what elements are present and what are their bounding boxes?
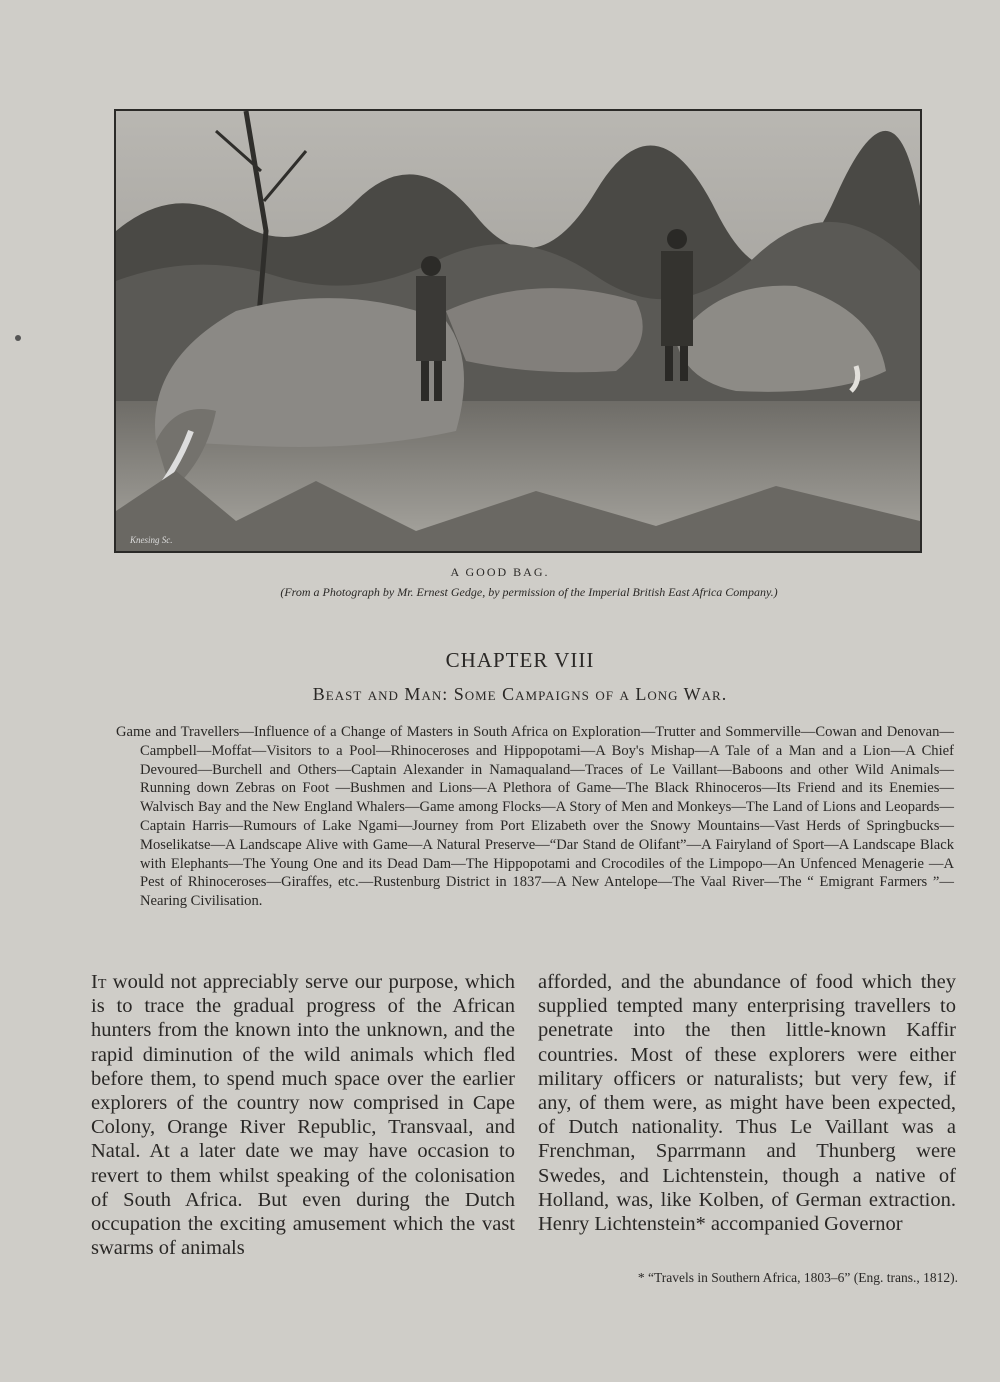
figure-caption-title: A GOOD BAG.	[450, 565, 550, 579]
right-column-text: afforded, and the abundance of food which they supplied tempted many enterprising travellers to penetrate into the then little-known Kaffir countries. Most of these explorers were either military officers or naturalists; but very few, if any, of them were, as might have been expected, of Dutch nationality. Thus Le Vaillant was a Frenchman, Sparrmann and Thunberg were Swedes, and Lichtenstein, though a native of Holland, was, like Kolben, of German extraction. Henry Lichtenstein	[538, 971, 956, 1236]
left-column-paragraph	[91, 970, 515, 1260]
chapter-heading: CHAPTER VIII	[445, 648, 595, 672]
footnote-marker: *	[695, 1213, 706, 1236]
body-column-right	[538, 970, 956, 1236]
body-column-left	[91, 970, 515, 1260]
right-column-paragraph	[538, 970, 956, 1236]
photo-illustration	[116, 111, 920, 551]
right-column-tail: accompanied Governor	[705, 1213, 903, 1236]
paragraph-initial: It	[91, 971, 107, 993]
page-speck	[15, 335, 21, 341]
chapter-subtitle: Beast and Man: Some Campaigns of a Long War.	[312, 684, 728, 704]
elephant-photograph	[114, 109, 922, 553]
engraver-signature: Knesing Sc.	[130, 535, 173, 545]
footnote: * “Travels in Southern Africa, 1803–6” (Eng. trans., 1812).	[637, 1270, 958, 1285]
chapter-synopsis: Game and Travellers—Influence of a Change of Masters in South Africa on Exploration—Trutter and Sommerville—Cowan and Denovan—Campbell—Moffat—Visitors to a Pool—Rhinoceroses and Hippopotami—A Boy's Mishap—A Tale of a Man and a Lion—A Chief Devoured—Burchell and Others—Captain Alexander in Namaqualand—Traces of Le Vaillant—Baboons and other Wild Animals—Running down Zebras on Foot —Bushmen and Lions—A Plethora of Game—The Black Rhinoceros—Its Friend and its Enemies—Walvisch Bay and the New England Whalers—Game among Flocks—A Story of Men and Monkeys—The Land of Lions and Leopards—Captain Harris—Rumours of Lake Ngami—Journey from Port Elizabeth over the Snowy Mountains—Vast Herds of Springbucks—Moselikatse—A Landscape Alive with Game—A Natural Preserve—“Dar Stand de Olifant”—A Fairyland of Sport—A Landscape Black with Elephants—The Young One and its Dead Dam—The Hippopotami and Crocodiles of the Limpopo—An Unfenced Menagerie —A Pest of Rhinoceroses—Giraffes, etc.—Rustenburg District in 1837—A New Antelope—The Vaal River—The “ Emigrant Farmers ”—Nearing Civilisation.	[116, 724, 954, 910]
figure-caption-credit: (From a Photograph by Mr. Ernest Gedge, by permission of the Imperial British East Africa Company.)	[280, 585, 778, 599]
left-column-text: would not appreciably serve our purpose, which is to trace the gradual progress of the African hunters from the known into the unknown, and the rapid diminution of the wild animals which fled before them, to spend much space over the earlier explorers of the country now comprised in Cape Colony, Orange River Republic, Transvaal, and Natal. At a later date we may have occasion to revert to them whilst speaking of the colonisation of South Africa. But even during the Dutch occupation the exciting amusement which the vast swarms of animals	[91, 971, 515, 1260]
